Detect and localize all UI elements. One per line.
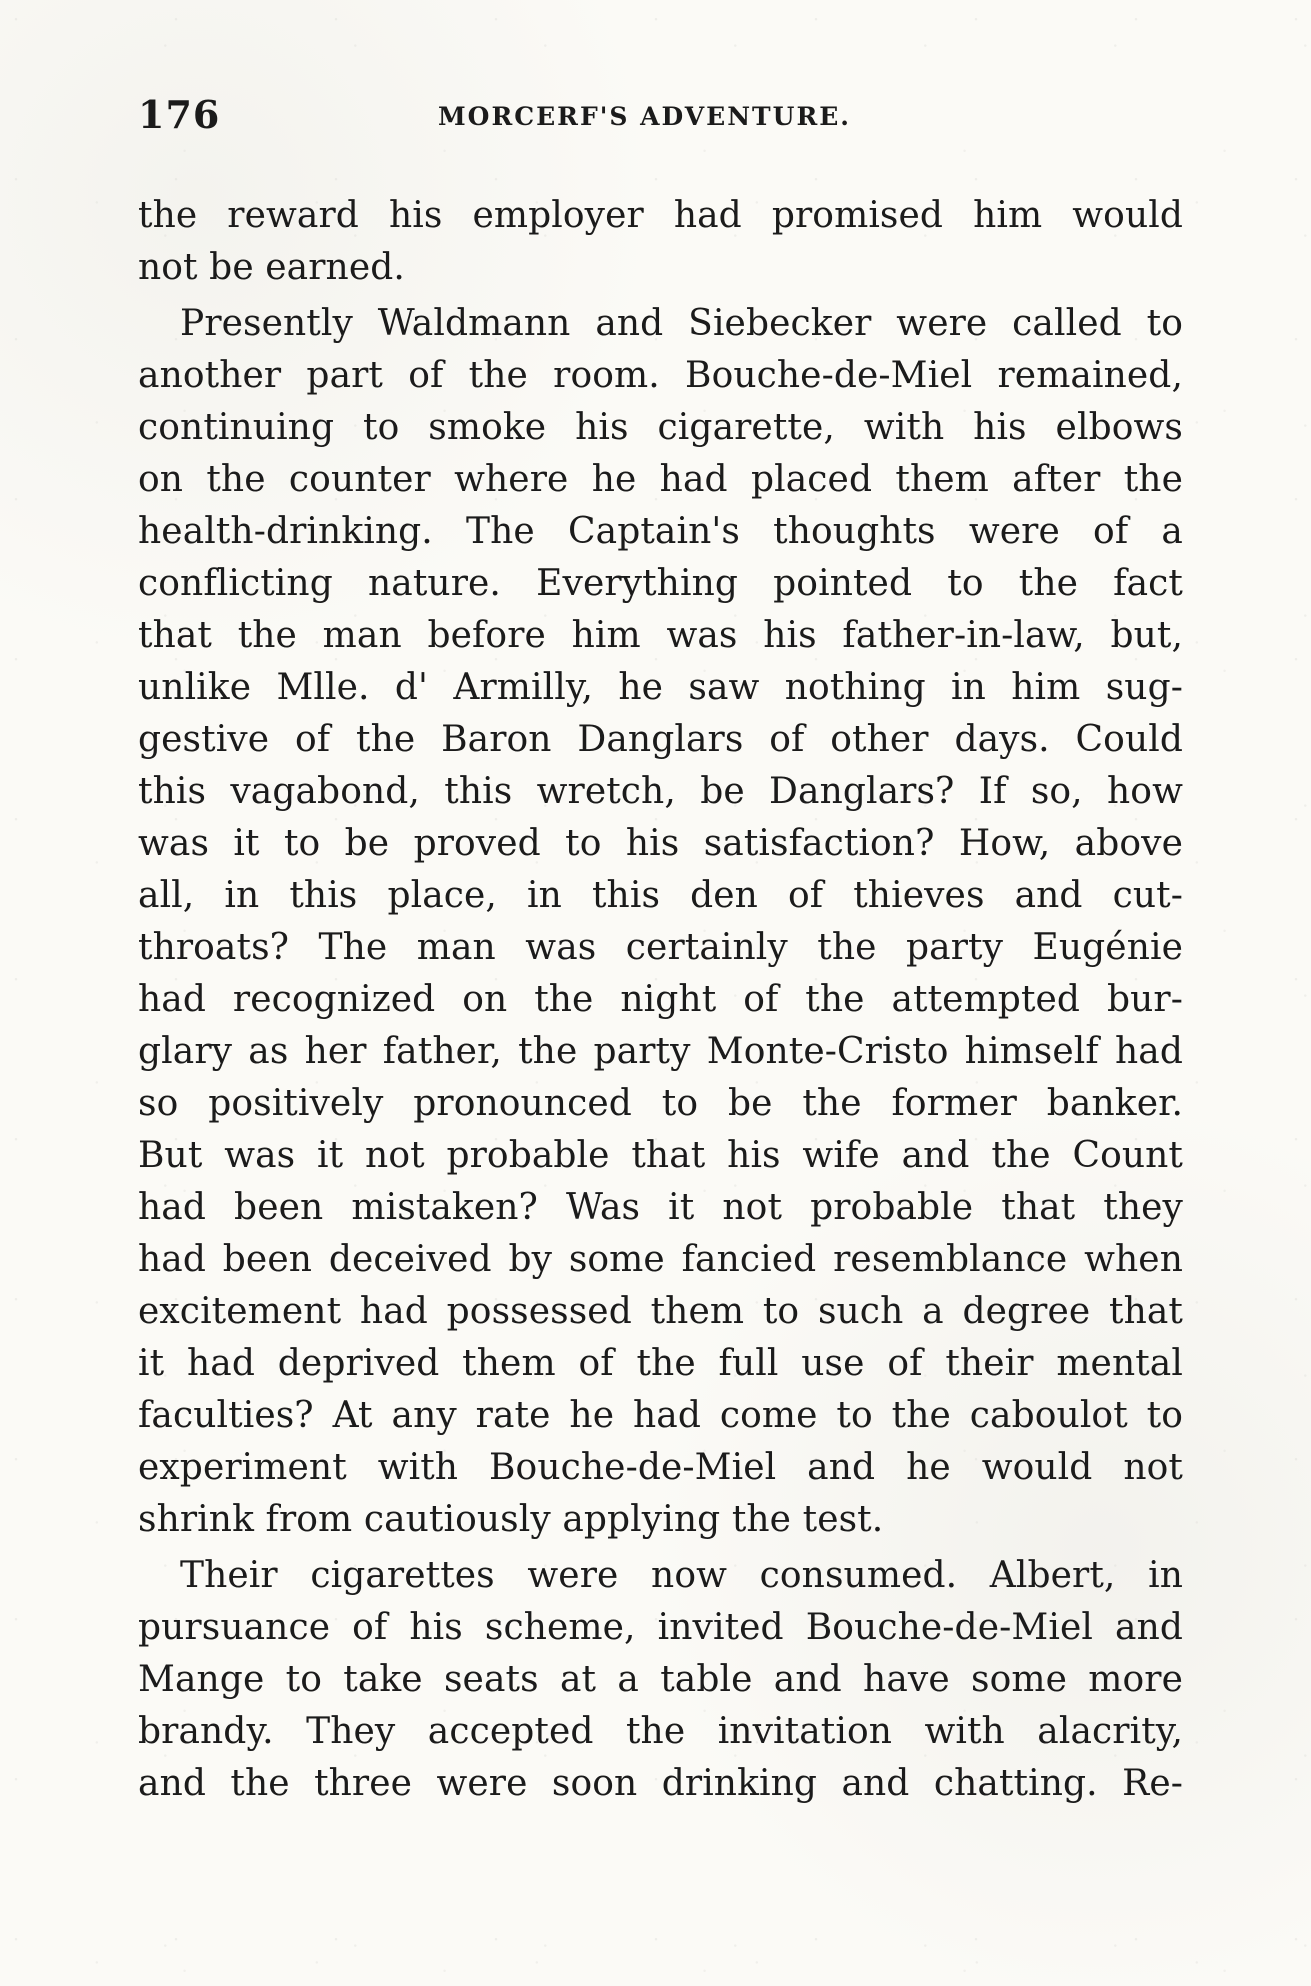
page-number: 176 [138, 92, 221, 137]
text-line: was it to be proved to his satisfaction? How, above [138, 823, 1183, 864]
text-line: But was it not probable that his wife and the Count [138, 1135, 1183, 1176]
text-line: shrink from cautiously applying the test. [138, 1499, 884, 1540]
text-line: conflicting nature. Everything pointed to the fact [138, 563, 1183, 604]
text-line: all, in this place, in this den of thieves and cut- [138, 875, 1183, 916]
text-line: pursuance of his scheme, invited Bouche-de-Miel and [138, 1607, 1183, 1648]
text-line: had recognized on the night of the attempted bur- [138, 979, 1183, 1020]
paragraph-start: Presently Waldmann and Siebecker were called to [180, 303, 1183, 344]
text-line: this vagabond, this wretch, be Danglars? If so, how [138, 771, 1183, 812]
page-header [138, 92, 1183, 142]
text-line: gestive of the Baron Danglars of other days. Could [138, 719, 1183, 760]
text-line: Mange to take seats at a table and have some more [138, 1659, 1183, 1700]
text-line: and the three were soon drinking and chatting. Re- [138, 1763, 1183, 1804]
body-text [138, 190, 1183, 1810]
text-line: the reward his employer had promised him would [138, 195, 1183, 236]
text-line: faculties? At any rate he had come to the caboulot to [138, 1395, 1183, 1436]
text-line: excitement had possessed them to such a degree that [138, 1291, 1183, 1332]
text-line: brandy. They accepted the invitation with alacrity, [138, 1711, 1183, 1752]
text-line: that the man before him was his father-in-law, but, [138, 615, 1183, 656]
text-line: another part of the room. Bouche-de-Miel remained, [138, 355, 1183, 396]
text-line: glary as her father, the party Monte-Cristo himself had [138, 1031, 1183, 1072]
text-line: unlike Mlle. d' Armilly, he saw nothing in him sug- [138, 667, 1183, 708]
text-line: experiment with Bouche-de-Miel and he would not [138, 1447, 1183, 1488]
text-line: health-drinking. The Captain's thoughts were of a [138, 511, 1183, 552]
text-line: on the counter where he had placed them after the [138, 459, 1183, 500]
paragraph-start: Their cigarettes were now consumed. Albert, in [180, 1555, 1183, 1596]
text-line: had been mistaken? Was it not probable that they [138, 1187, 1183, 1228]
text-line: continuing to smoke his cigarette, with his elbows [138, 407, 1183, 448]
running-head: MORCERF'S ADVENTURE. [438, 102, 851, 131]
text-line: it had deprived them of the full use of their mental [138, 1343, 1183, 1384]
text-line: not be earned. [138, 247, 405, 288]
text-line: had been deceived by some fancied resemblance when [138, 1239, 1183, 1280]
text-line: so positively pronounced to be the former banker. [138, 1083, 1183, 1124]
text-line: throats? The man was certainly the party Eugénie [138, 927, 1183, 968]
